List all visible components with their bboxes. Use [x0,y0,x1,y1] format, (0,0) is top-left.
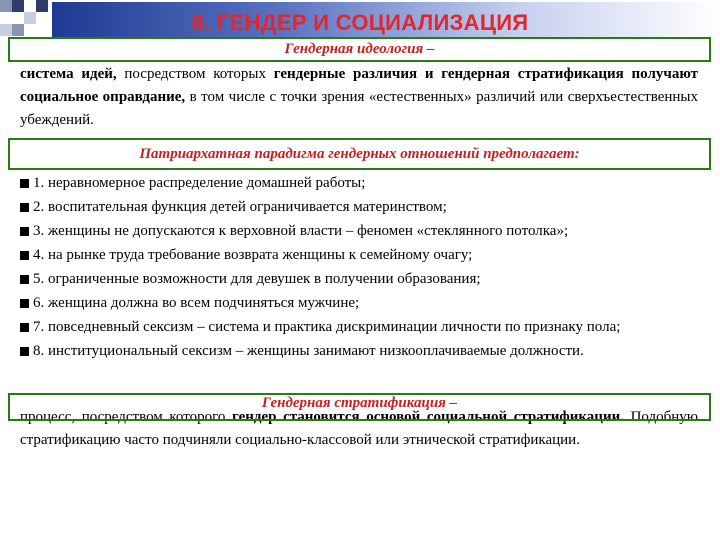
definition-emphasis: гендерные различия и гендерная стратификация получают социальное оправдание, [20,66,698,105]
definition-emphasis: гендер становится основой социальной стратификации. [231,409,624,425]
list-item [20,196,698,219]
list-item [20,244,698,267]
patriarchal-paradigm-banner: Патриархатная парадигма гендерных отношений предполагает: [8,138,711,170]
list-item-text: 8. институциональный сексизм – женщины занимают низкооплачиваемые должности. [33,343,584,359]
list-item-text: 5. ограниченные возможности для девушек в получении образования; [33,271,481,287]
list-item [20,268,698,291]
list-item-text: 4. на рынке труда требование возврата женщины к семейному очагу; [33,247,473,263]
list-item-text: 1. неравномерное распределение домашней работы; [33,175,366,191]
patriarchal-paradigm-list [20,172,698,364]
list-item [20,220,698,243]
list-item-text: 6. женщина должна во всем подчиняться мужчине; [33,295,360,311]
gender-stratification-banner: Гендерная стратификация – [8,393,711,421]
square-bullet-icon [20,323,29,332]
square-bullet-icon [20,227,29,236]
square-bullet-icon [20,251,29,260]
square-bullet-icon [20,203,29,212]
square-bullet-icon [20,299,29,308]
list-item [20,316,698,339]
definition-text: процесс, посредством которого [20,409,232,425]
list-item [20,292,698,315]
list-item-text: 2. воспитательная функция детей ограничивается материнством; [33,199,447,215]
square-bullet-icon [20,347,29,356]
gender-ideology-banner: Гендерная идеология – [8,37,711,62]
square-bullet-icon [20,275,29,284]
definition-term: система идей, [20,66,117,82]
definition-text: в том числе с точки зрения «естественных» различий или сверхъестественных убеждений. [20,89,698,128]
list-item-text: 3. женщины не допускаются к верховной власти – феномен «стеклянного потолка»; [33,223,569,239]
square-bullet-icon [20,179,29,188]
list-item-text: 7. повседневный сексизм – система и практика дискриминации личности по признаку пола; [33,319,621,335]
list-item [20,340,698,363]
page-title: 8. ГЕНДЕР И СОЦИАЛИЗАЦИЯ [191,10,529,35]
definition-text: Подобную стратификацию часто подчиняли социально-классовой или этнической стратификации. [20,409,698,448]
gender-ideology-definition [20,63,698,132]
list-item [20,172,698,195]
definition-text: посредством которых [116,66,274,82]
